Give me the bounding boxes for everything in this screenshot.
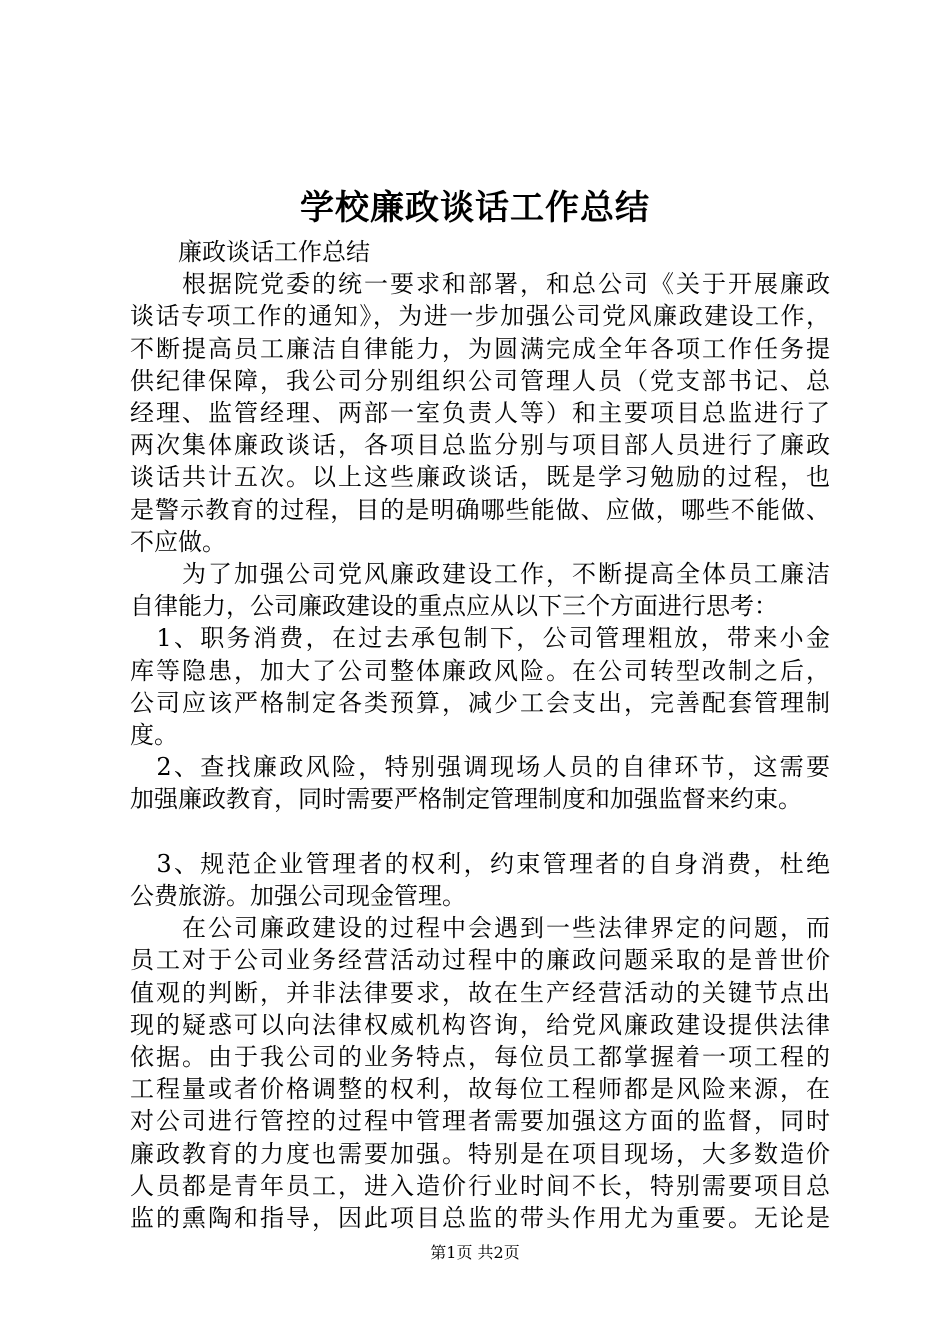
body-text-line: 不断提高员工廉洁自律能力，为圆满完成全年各项工作任务提	[130, 334, 830, 363]
body-text-line: 库等隐患，加大了公司整体廉政风险。在公司转型改制之后，	[130, 656, 830, 685]
body-text-line: 谈话共计五次。以上这些廉政谈话，既是学习勉励的过程，也	[130, 463, 830, 492]
body-text-line: 根据院党委的统一要求和部署，和总公司《关于开展廉政	[130, 270, 830, 299]
body-text-line: 工程量或者价格调整的权利，故每位工程师都是风险来源，在	[130, 1075, 830, 1104]
body-text-line: 在公司廉政建设的过程中会遇到一些法律界定的问题，而	[130, 914, 830, 943]
body-text-line: 公司应该严格制定各类预算，减少工会支出，完善配套管理制	[130, 688, 830, 717]
body-text-line: 廉政教育的力度也需要加强。特别是在项目现场，大多数造价	[130, 1139, 830, 1168]
body-text-line: 值观的判断，并非法律要求，故在生产经营活动的关键节点出	[130, 978, 830, 1007]
body-text-line: 对公司进行管控的过程中管理者需要加强这方面的监督，同时	[130, 1107, 830, 1136]
body-text-line: 自律能力，公司廉政建设的重点应从以下三个方面进行思考：	[130, 592, 778, 621]
body-text-line: 谈话专项工作的通知》，为进一步加强公司党风廉政建设工作，	[130, 302, 830, 331]
document-title: 学校廉政谈话工作总结	[300, 188, 650, 228]
body-text-line: 3、规范企业管理者的权利，约束管理者的自身消费，杜绝	[130, 849, 830, 878]
body-text-line: 为了加强公司党风廉政建设工作，不断提高全体员工廉洁	[130, 560, 830, 588]
body-text-line	[130, 816, 830, 848]
body-text-line: 监的熏陶和指导，因此项目总监的带头作用尤为重要。无论是	[130, 1204, 830, 1232]
body-text-line: 2、查找廉政风险，特别强调现场人员的自律环节，这需要	[130, 753, 830, 782]
body-text-line: 员工对于公司业务经营活动过程中的廉政问题采取的是普世价	[130, 946, 830, 975]
body-text-line: 加强廉政教育，同时需要严格制定管理制度和加强监督来约束。	[130, 785, 802, 814]
body-text-line: 依据。由于我公司的业务特点，每位员工都掌握着一项工程的	[130, 1043, 830, 1071]
body-text-line: 公费旅游。加强公司现金管理。	[130, 882, 466, 910]
body-text-line: 现的疑惑可以向法律权威机构咨询，给党风廉政建设提供法律	[130, 1010, 830, 1039]
body-text-line: 人员都是青年员工，进入造价行业时间不长，特别需要项目总	[130, 1171, 830, 1200]
page-footer: 第1页 共2页	[430, 1243, 520, 1262]
body-text-line: 不应做。	[130, 527, 226, 556]
body-text-line: 廉政谈话工作总结	[130, 238, 370, 266]
body-text-line: 经理、监管经理、两部一室负责人等）和主要项目总监进行了	[130, 399, 830, 427]
body-text-line: 度。	[130, 721, 178, 749]
body-text-line: 供纪律保障，我公司分别组织公司管理人员（党支部书记、总	[130, 366, 830, 395]
body-text-line: 是警示教育的过程，目的是明确哪些能做、应做，哪些不能做、	[130, 495, 830, 524]
body-text-line: 两次集体廉政谈话，各项目总监分别与项目部人员进行了廉政	[130, 431, 830, 460]
body-text-line: 1、职务消费，在过去承包制下，公司管理粗放，带来小金	[130, 624, 830, 653]
